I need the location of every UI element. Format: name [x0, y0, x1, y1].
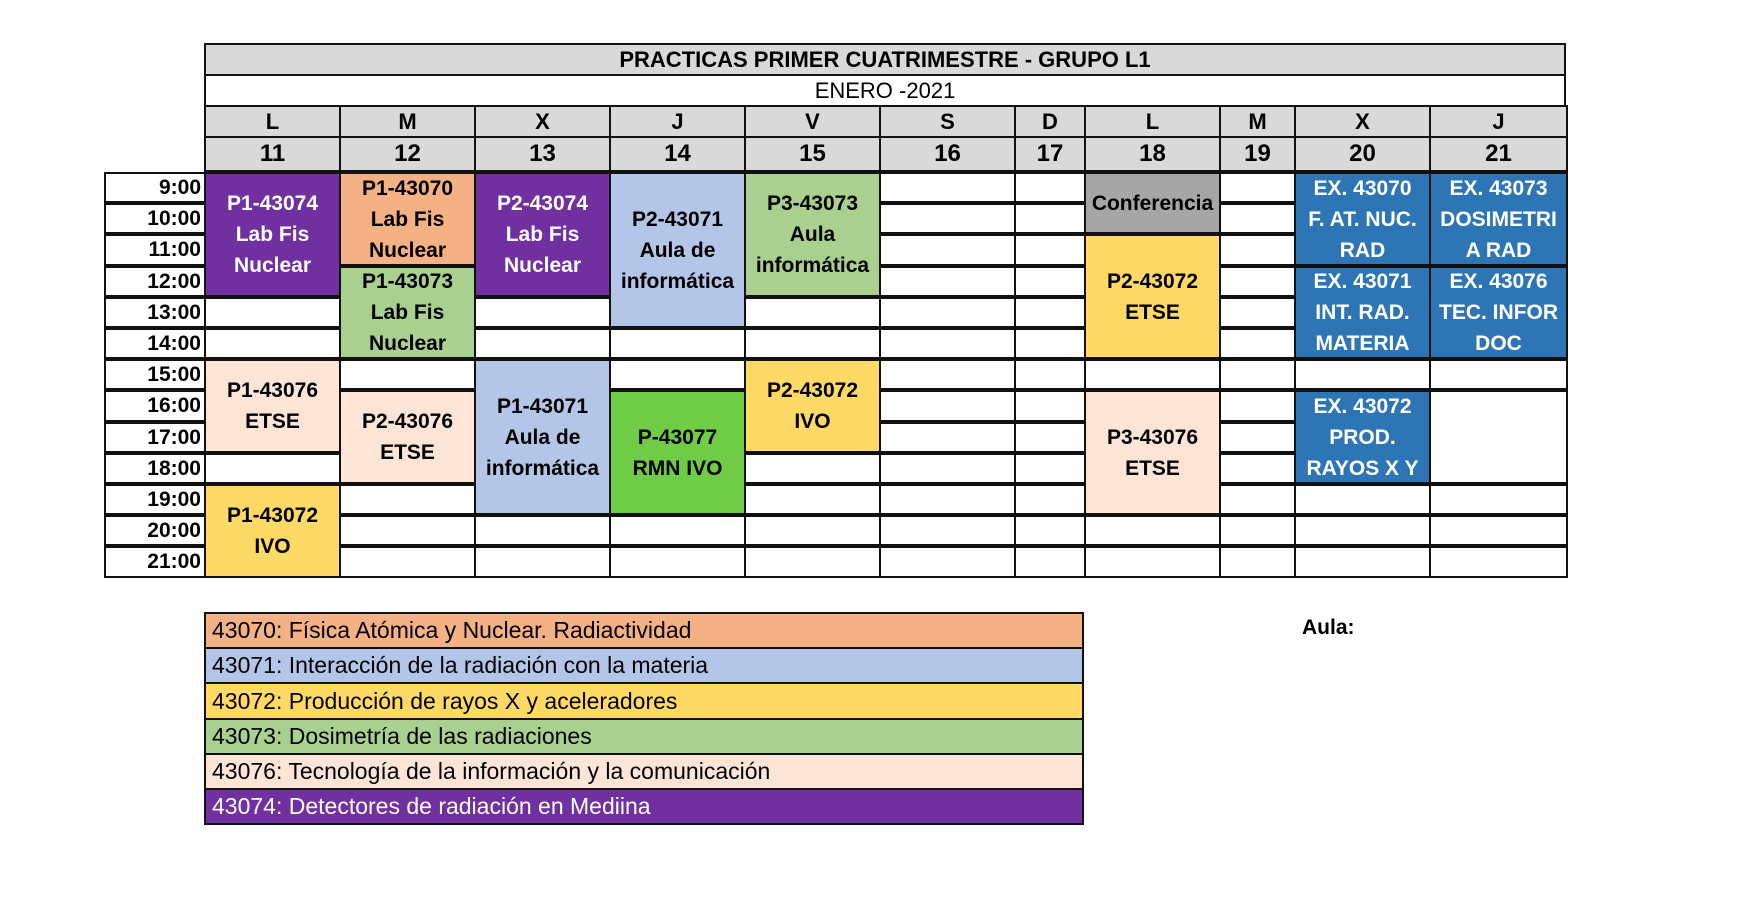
empty-slot — [879, 172, 1016, 203]
event-block: EX. 43070 F. AT. NUC. RAD — [1294, 172, 1431, 266]
legend-item: 43070: Física Atómica y Nuclear. Radiactividad — [204, 612, 1084, 649]
event-block: P1-43073 Lab Fis Nuclear — [339, 266, 476, 359]
day-header: D — [1014, 105, 1086, 138]
empty-slot — [1219, 484, 1296, 515]
day-header: L — [1084, 105, 1221, 138]
empty-slot — [1219, 453, 1296, 484]
empty-slot — [1294, 359, 1431, 390]
empty-slot — [1219, 422, 1296, 453]
date-header: 20 — [1294, 136, 1431, 172]
empty-slot — [744, 515, 881, 546]
empty-slot — [1014, 203, 1086, 234]
date-header: 17 — [1014, 136, 1086, 172]
time-label: 16:00 — [104, 390, 206, 422]
aula-label: Aula: — [1302, 616, 1355, 639]
empty-slot — [1294, 515, 1431, 546]
legend-item: 43071: Interacción de la radiación con la materia — [204, 647, 1084, 684]
time-label: 17:00 — [104, 422, 206, 453]
empty-slot — [1429, 359, 1568, 390]
empty-slot — [744, 328, 881, 359]
empty-slot — [1219, 515, 1296, 546]
empty-slot — [1014, 546, 1086, 578]
empty-slot — [879, 234, 1016, 266]
empty-slot — [609, 328, 746, 359]
empty-slot — [1084, 546, 1221, 578]
empty-slot — [879, 484, 1016, 515]
empty-slot — [744, 297, 881, 328]
empty-slot — [204, 297, 341, 328]
legend-item: 43074: Detectores de radiación en Mediina — [204, 788, 1084, 825]
empty-slot — [1219, 359, 1296, 390]
event-block: EX. 43076 TEC. INFOR DOC — [1429, 266, 1568, 359]
empty-slot — [1294, 546, 1431, 578]
empty-slot — [879, 203, 1016, 234]
empty-slot — [1014, 266, 1086, 297]
empty-slot — [474, 328, 611, 359]
empty-slot — [1014, 453, 1086, 484]
time-label: 12:00 — [104, 266, 206, 297]
day-header: X — [474, 105, 611, 138]
event-block: EX. 43071 INT. RAD. MATERIA — [1294, 266, 1431, 359]
event-block: P1-43072 IVO — [204, 484, 341, 578]
event-block: P-43077 RMN IVO — [609, 390, 746, 515]
empty-slot — [609, 359, 746, 390]
empty-slot — [1429, 546, 1568, 578]
empty-slot — [609, 546, 746, 578]
empty-slot — [879, 515, 1016, 546]
legend-item: 43073: Dosimetría de las radiaciones — [204, 718, 1084, 755]
empty-slot — [1429, 484, 1568, 515]
event-block: EX. 43072 PROD. RAYOS X Y — [1294, 390, 1431, 484]
empty-slot — [339, 546, 476, 578]
empty-slot — [1429, 515, 1568, 546]
empty-slot — [474, 515, 611, 546]
empty-slot — [1014, 172, 1086, 203]
time-label: 15:00 — [104, 359, 206, 390]
date-header: 13 — [474, 136, 611, 172]
empty-slot — [339, 515, 476, 546]
day-header: V — [744, 105, 881, 138]
legend-item: 43072: Producción de rayos X y aceleradores — [204, 682, 1084, 720]
day-header: J — [609, 105, 746, 138]
empty-slot — [1219, 203, 1296, 234]
empty-slot — [879, 297, 1016, 328]
empty-slot — [879, 328, 1016, 359]
empty-slot — [744, 546, 881, 578]
empty-slot — [744, 453, 881, 484]
event-block: P2-43071 Aula de informática — [609, 172, 746, 328]
time-label: 13:00 — [104, 297, 206, 328]
empty-slot — [1219, 266, 1296, 297]
date-header: 16 — [879, 136, 1016, 172]
date-header: 19 — [1219, 136, 1296, 172]
empty-slot — [609, 515, 746, 546]
empty-slot — [339, 484, 476, 515]
empty-slot — [204, 453, 341, 484]
event-block: P1-43070 Lab Fis Nuclear — [339, 172, 476, 266]
time-label: 19:00 — [104, 484, 206, 515]
time-label: 18:00 — [104, 453, 206, 484]
empty-slot — [1219, 328, 1296, 359]
day-header: L — [204, 105, 341, 138]
time-label: 9:00 — [104, 172, 206, 203]
date-header: 12 — [339, 136, 476, 172]
empty-slot — [1014, 359, 1086, 390]
event-block: Conferencia — [1084, 172, 1221, 234]
event-block: EX. 43073 DOSIMETRI A RAD — [1429, 172, 1568, 266]
empty-slot — [879, 359, 1016, 390]
empty-slot — [1014, 515, 1086, 546]
event-block: P2-43074 Lab Fis Nuclear — [474, 172, 611, 297]
empty-slot — [879, 266, 1016, 297]
date-header: 15 — [744, 136, 881, 172]
event-block: P3-43073 Aula informática — [744, 172, 881, 297]
event-block: P3-43076 ETSE — [1084, 390, 1221, 515]
empty-slot — [1219, 390, 1296, 422]
day-header: J — [1429, 105, 1568, 138]
day-header: M — [1219, 105, 1296, 138]
event-block: P2-43072 IVO — [744, 359, 881, 453]
date-header: 11 — [204, 136, 341, 172]
date-header: 21 — [1429, 136, 1568, 172]
event-block: P1-43076 ETSE — [204, 359, 341, 453]
empty-slot — [1014, 484, 1086, 515]
empty-slot — [1014, 422, 1086, 453]
date-header: 14 — [609, 136, 746, 172]
schedule-subtitle: ENERO -2021 — [204, 74, 1566, 107]
date-header: 18 — [1084, 136, 1221, 172]
empty-slot — [879, 390, 1016, 422]
day-header: S — [879, 105, 1016, 138]
time-label: 20:00 — [104, 515, 206, 546]
empty-slot — [879, 422, 1016, 453]
empty-slot — [1014, 328, 1086, 359]
time-label: 14:00 — [104, 328, 206, 359]
time-label: 11:00 — [104, 234, 206, 266]
event-block: P2-43072 ETSE — [1084, 234, 1221, 359]
empty-slot — [474, 297, 611, 328]
empty-slot — [1429, 390, 1568, 484]
empty-slot — [879, 453, 1016, 484]
empty-slot — [1219, 546, 1296, 578]
event-block: P1-43071 Aula de informática — [474, 359, 611, 515]
legend-item: 43076: Tecnología de la información y la comunicación — [204, 753, 1084, 790]
empty-slot — [1014, 297, 1086, 328]
empty-slot — [339, 359, 476, 390]
empty-slot — [1219, 297, 1296, 328]
event-block: P2-43076 ETSE — [339, 390, 476, 484]
empty-slot — [1219, 234, 1296, 266]
empty-slot — [879, 546, 1016, 578]
event-block: P1-43074 Lab Fis Nuclear — [204, 172, 341, 297]
time-label: 21:00 — [104, 546, 206, 578]
day-header: X — [1294, 105, 1431, 138]
empty-slot — [474, 546, 611, 578]
empty-slot — [1084, 515, 1221, 546]
empty-slot — [1014, 234, 1086, 266]
day-header: M — [339, 105, 476, 138]
time-label: 10:00 — [104, 203, 206, 234]
empty-slot — [204, 328, 341, 359]
empty-slot — [744, 484, 881, 515]
schedule-title: PRACTICAS PRIMER CUATRIMESTRE - GRUPO L1 — [204, 43, 1566, 76]
empty-slot — [1014, 390, 1086, 422]
empty-slot — [1294, 484, 1431, 515]
empty-slot — [1084, 359, 1221, 390]
empty-slot — [1219, 172, 1296, 203]
